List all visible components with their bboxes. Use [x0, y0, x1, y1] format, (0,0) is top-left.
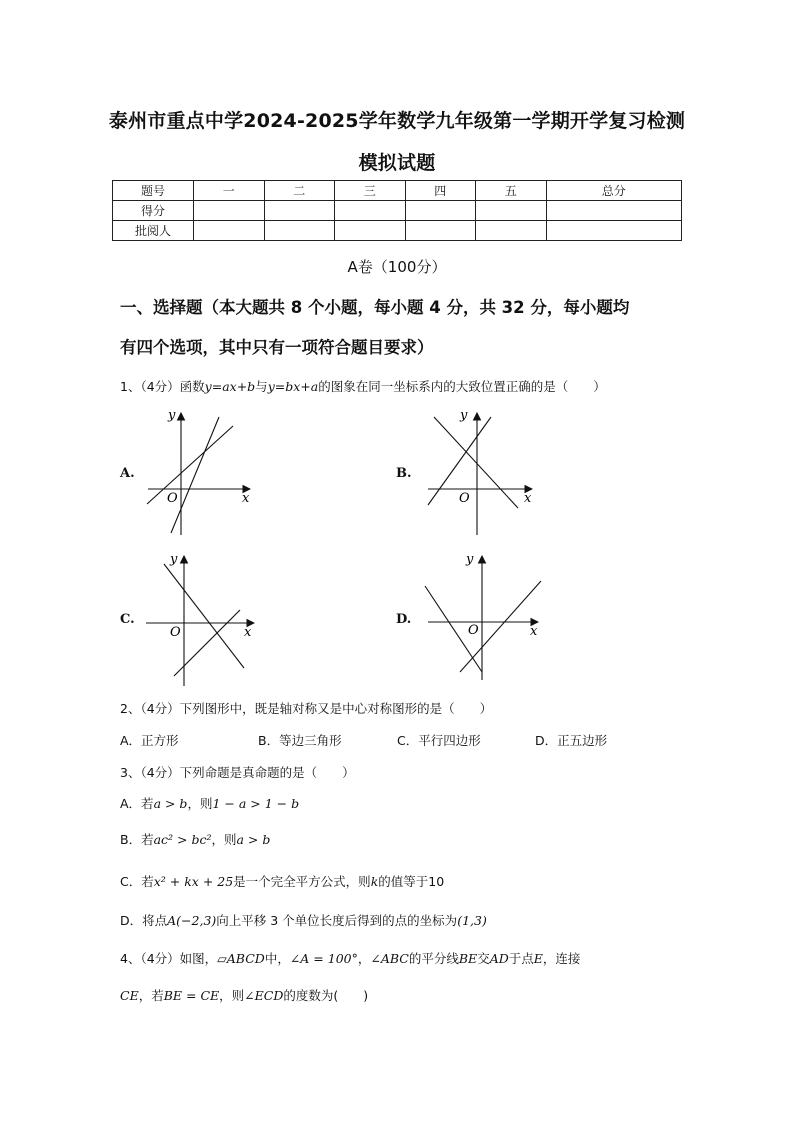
x-label: x — [524, 491, 532, 506]
graph-option-c — [140, 550, 260, 690]
y-label: y — [460, 408, 468, 423]
question-4-line1: 4、（4分）如图，▱ABCD中，∠A = 100°，∠ABC的平分线BE交AD于点E，连接 — [120, 951, 581, 966]
score-cell[interactable] — [194, 201, 265, 221]
reviewer-cell[interactable] — [335, 221, 406, 241]
line-1 — [164, 564, 244, 668]
graph-option-a — [140, 405, 260, 540]
option-a-label[interactable]: A. — [120, 466, 135, 481]
paper-title-line1: 泰州市重点中学2024-2025学年数学九年级第一学期开学复习检测 — [108, 110, 686, 132]
q3-option-a[interactable]: A．若a > b，则1 − a > 1 − b — [120, 796, 300, 811]
reviewer-cell[interactable] — [546, 221, 682, 241]
score-header-cell: 二 — [264, 181, 335, 201]
score-header-cell: 一 — [194, 181, 265, 201]
reviewer-row-label: 批阅人 — [113, 221, 194, 241]
score-cell[interactable] — [546, 201, 682, 221]
reviewer-cell[interactable] — [476, 221, 547, 241]
q2-option-a[interactable]: A．正方形 — [120, 733, 179, 748]
q3-option-b[interactable]: B．若ac² > bc²，则a > b — [120, 832, 271, 847]
question-1: 1、（4分）函数y=ax+b与y=bx+a的图象在同一坐标系内的大致位置正确的是（ ） — [120, 379, 606, 394]
score-table-header-row — [113, 181, 682, 201]
score-row — [113, 201, 682, 221]
option-b-label[interactable]: B. — [396, 466, 412, 481]
line-1 — [147, 426, 233, 504]
y-label: y — [168, 408, 176, 423]
line-1 — [434, 417, 518, 508]
paper-title-line2: 模拟试题 — [358, 152, 436, 174]
score-header-cell: 四 — [405, 181, 476, 201]
origin-label: O — [459, 491, 470, 506]
score-row-label: 得分 — [113, 201, 194, 221]
x-label: x — [244, 625, 252, 640]
score-header-cell: 三 — [335, 181, 406, 201]
section-heading-line2: 有四个选项，其中只有一项符合题目要求） — [120, 338, 434, 357]
q3-option-d[interactable]: D．将点A(−2,3)向上平移 3 个单位长度后得到的点的坐标为(1,3) — [120, 913, 487, 928]
q2-option-c[interactable]: C．平行四边形 — [397, 733, 481, 748]
q2-option-b[interactable]: B．等边三角形 — [258, 733, 342, 748]
question-4-line2: CE，若BE = CE，则∠ECD的度数为( ) — [120, 988, 369, 1003]
question-2: 2、（4分）下列图形中，既是轴对称又是中心对称图形的是（ ） — [120, 701, 493, 716]
y-label: y — [170, 552, 178, 567]
graph-option-d — [420, 550, 545, 685]
score-header-cell: 题号 — [113, 181, 194, 201]
origin-label: O — [167, 491, 178, 506]
question-3: 3、（4分）下列命题是真命题的是（ ） — [120, 765, 355, 780]
section-heading-line1: 一、选择题（本大题共 8 个小题，每小题 4 分，共 32 分，每小题均 — [120, 298, 630, 317]
reviewer-cell[interactable] — [194, 221, 265, 241]
volume-title: A卷（100分） — [347, 258, 447, 276]
option-c-label[interactable]: C. — [120, 612, 135, 627]
score-header-cell: 总分 — [546, 181, 682, 201]
reviewer-row — [113, 221, 682, 241]
score-table — [112, 180, 682, 241]
option-d-label[interactable]: D. — [396, 612, 412, 627]
x-label: x — [242, 491, 250, 506]
score-cell[interactable] — [405, 201, 476, 221]
function-2: y=bx+a — [267, 379, 319, 394]
score-cell[interactable] — [264, 201, 335, 221]
q2-option-d[interactable]: D．正五边形 — [535, 733, 608, 748]
origin-label: O — [468, 623, 479, 638]
score-cell[interactable] — [335, 201, 406, 221]
x-label: x — [530, 624, 538, 639]
reviewer-cell[interactable] — [405, 221, 476, 241]
function-1: y=ax+b — [204, 379, 256, 394]
graph-option-b — [420, 405, 545, 540]
score-cell[interactable] — [476, 201, 547, 221]
reviewer-cell[interactable] — [264, 221, 335, 241]
score-header-cell: 五 — [476, 181, 547, 201]
origin-label: O — [170, 625, 181, 640]
y-label: y — [466, 552, 474, 567]
q3-option-c[interactable]: C．若x² + kx + 25是一个完全平方公式，则k的值等于10 — [120, 874, 445, 889]
